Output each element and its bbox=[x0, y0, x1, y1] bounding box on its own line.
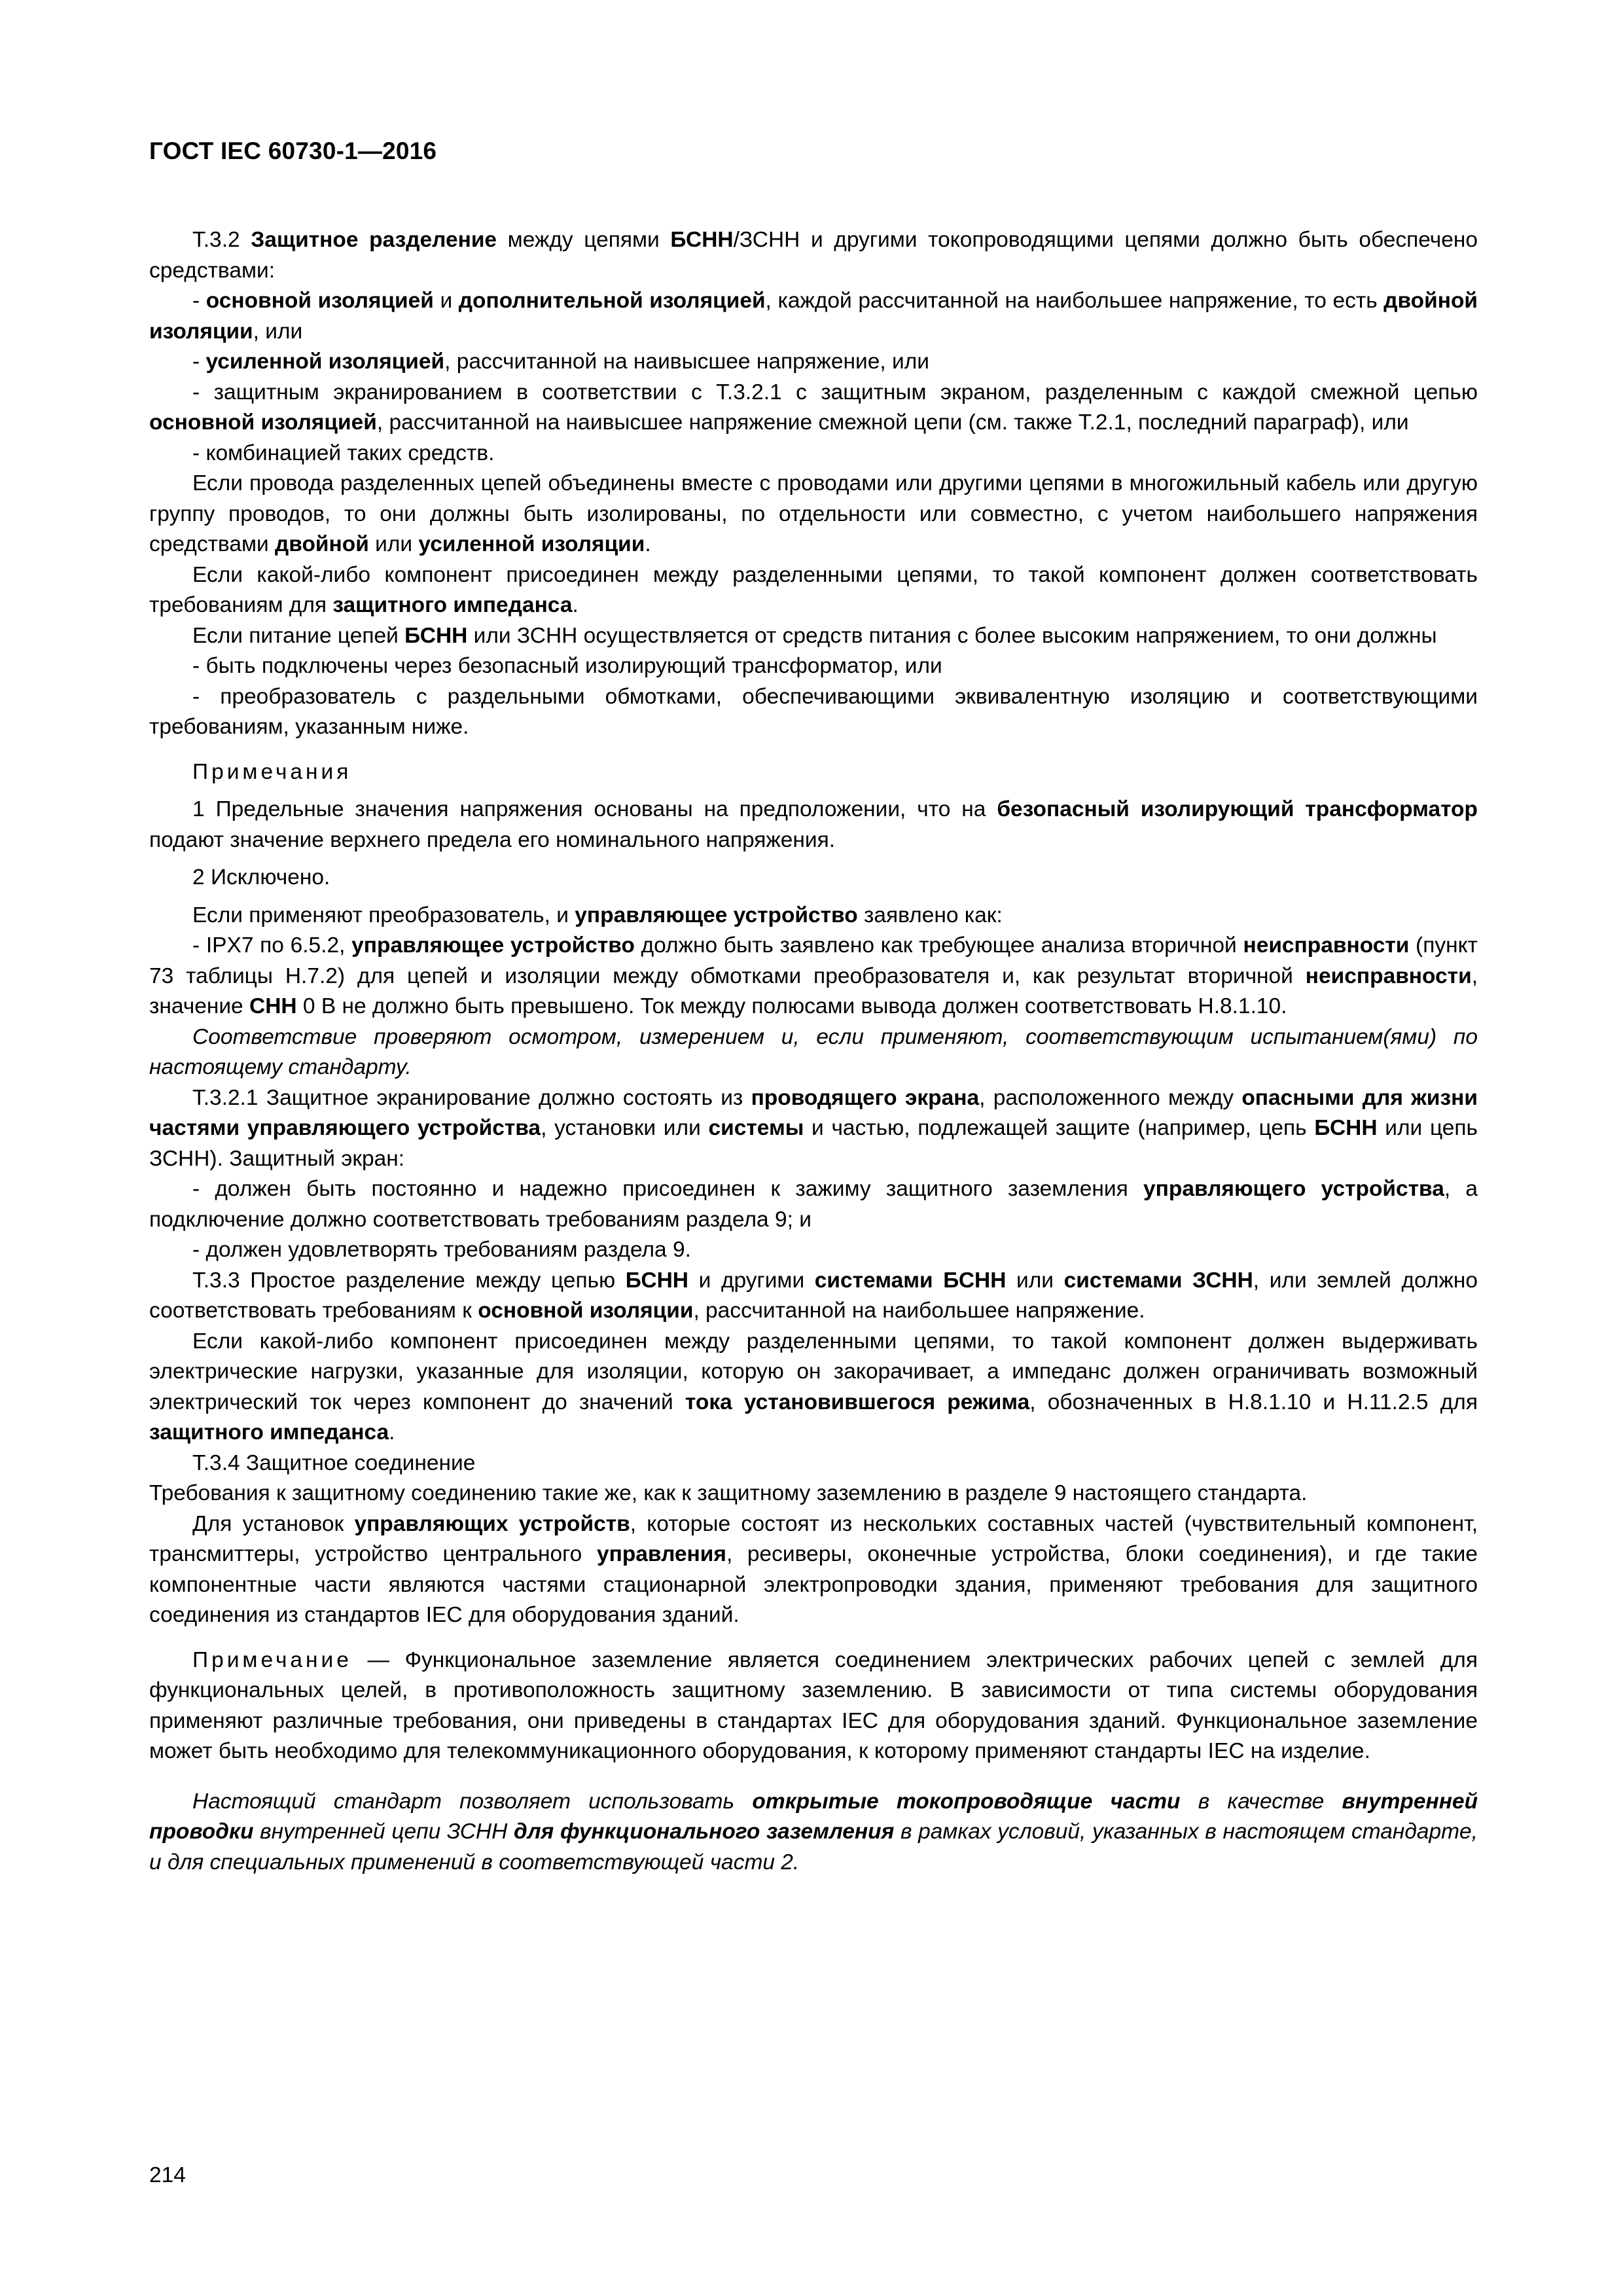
term-fault: неисправности bbox=[1305, 963, 1472, 988]
text: или цепь ЗСНН). Защитный экран: bbox=[149, 1116, 1478, 1171]
text: , обозначенных в Н.8.1.10 и Н.11.2.5 для bbox=[1029, 1390, 1478, 1414]
paragraph-t33 bbox=[149, 1266, 1478, 1327]
spacer bbox=[149, 893, 1478, 901]
term-supplementary-insulation: дополнительной изоляцией bbox=[458, 289, 766, 313]
spacer bbox=[149, 743, 1478, 757]
term-functional-earthing: для функционального заземления bbox=[514, 1820, 895, 1844]
term-belv: БСНН bbox=[625, 1268, 688, 1293]
term-fault: неисправности bbox=[1243, 933, 1410, 958]
term-reinforced-insulation: усиленной изоляции bbox=[418, 532, 645, 556]
paragraph-t321 bbox=[149, 1083, 1478, 1175]
text: или bbox=[1006, 1268, 1064, 1293]
text: заявлено как: bbox=[857, 903, 1003, 927]
text: подают значение верхнего предела его номинального напряжения. bbox=[149, 827, 836, 852]
notes-title: Примечания bbox=[192, 759, 352, 784]
text: Т.3.2.1 Защитное экранирование должно состоять из bbox=[192, 1085, 751, 1110]
term-protective-separation: Защитное разделение bbox=[251, 228, 497, 252]
list-item-reinforced-insulation bbox=[149, 347, 1478, 378]
text: , или bbox=[253, 319, 303, 344]
text: , или землей должно соответствовать требованиям к bbox=[149, 1268, 1478, 1323]
text: и другими bbox=[688, 1268, 815, 1293]
text: - IPX7 по 6.5.2, bbox=[192, 933, 352, 958]
text: Если провода разделенных цепей объединены вместе с проводами или другими цепями в многожильный кабель или другую группу проводов, то они должны быть изолированы, по отдельности или совместно, с учетом наибольшего напряжения средствами bbox=[149, 471, 1478, 556]
term-steady-state-current: тока установившегося режима bbox=[685, 1390, 1030, 1414]
spacer bbox=[149, 787, 1478, 795]
term-hazardous-live-parts: опасными для жизни частями управляющего устройства bbox=[149, 1085, 1478, 1140]
text: , рассчитанной на наивысшее напряжение, или bbox=[444, 350, 929, 374]
text: и bbox=[433, 289, 459, 313]
term-reinforced-insulation: усиленной изоляцией bbox=[205, 350, 445, 374]
list-item-converter: - преобразователь с раздельными обмотками, обеспечивающими эквивалентную изоляцию и соответствующими требованиям, указанным ниже. bbox=[149, 684, 1478, 739]
text: , ресиверы, оконечные устройства, блоки соединения), и где такие компонентные части являются частями стационарной электропроводки здания, применяют требования для защитного соединения из стандартов IEC для оборудования зданий. bbox=[149, 1542, 1478, 1627]
term-pelv-systems: системами ЗСНН bbox=[1063, 1268, 1253, 1293]
text: и частью, подлежащей защите (например, цепь bbox=[804, 1116, 1315, 1140]
list-item-basic-insulation bbox=[149, 286, 1478, 347]
text: (пункт 73 таблицы Н.7.2) для цепей и изоляции между обмотками преобразователя и, как результат вторичной bbox=[149, 933, 1478, 988]
term-exposed-conductive-parts: открытые токопроводящие части bbox=[752, 1789, 1181, 1814]
compliance-text: Соответствие проверяют осмотром, измерением и, если применяют, соответствующим испытанием(ями) по настоящему стандарту. bbox=[149, 1024, 1478, 1079]
spacer bbox=[149, 1767, 1478, 1787]
text: должно быть заявлено как требующее анализа вторичной bbox=[634, 933, 1243, 958]
text: 0 В не должно быть превышено. Ток между полюсами вывода должен соответствовать Н.8.1.10. bbox=[296, 994, 1287, 1018]
text: в рамках условий, указанных в настоящем стандарте, и для специальных применений в соответствующей части 2. bbox=[149, 1820, 1478, 1874]
text: , рассчитанной на наивысшее напряжение смежной цепи (см. также Т.2.1, последний параграф), или bbox=[376, 410, 1409, 435]
text: . bbox=[572, 593, 579, 617]
term-double-insulation: двойной изоляции bbox=[149, 289, 1478, 344]
page-content bbox=[149, 137, 1478, 1878]
text: Настоящий стандарт позволяет использовать bbox=[192, 1789, 753, 1814]
text: , значение bbox=[149, 963, 1478, 1018]
text: - защитным экранированием в соответствии с Т.3.2.1 с защитным экраном, разделенным с каждой смежной цепью bbox=[192, 380, 1478, 404]
text: — Функциональное заземление является соединением электрических рабочих цепей с землей для функциональных целей, в противоположность защитному заземлению. В зависимости от типа системы оборудования применяют различные требования, они приведены в стандартах IEC для оборудования зданий. Функциональное заземление может быть необходимо для телекоммуникационного оборудования, к которому применяют стандарты IEC на изделие. bbox=[149, 1647, 1478, 1763]
term-control-device: управляющего устройства bbox=[1143, 1177, 1444, 1201]
spacer bbox=[149, 855, 1478, 863]
paragraph-protective-bonding: Требования к защитному соединению такие же, как к защитному заземлению в разделе 9 настоящего стандарта. bbox=[149, 1481, 1308, 1505]
clause-number: Т.3.2 bbox=[192, 228, 251, 252]
list-item-earth-terminal bbox=[149, 1174, 1478, 1235]
term-control: управляющее устройство bbox=[575, 903, 858, 927]
text: Если какой-либо компонент присоединен между разделенными цепями, то такой компонент должен выдерживать электрические нагрузки, указанные для изоляции, которую он закорачивает, а импеданс должен ограничивать возможный электрический ток через компонент до значений bbox=[149, 1329, 1478, 1414]
spacer bbox=[149, 1631, 1478, 1645]
text: , рассчитанной на наибольшее напряжение. bbox=[693, 1299, 1145, 1323]
term-belv-systems: системами БСНН bbox=[814, 1268, 1007, 1293]
document-body bbox=[149, 225, 1478, 1878]
document-header: ГОСТ IEC 60730-1—2016 bbox=[149, 137, 437, 164]
note-1 bbox=[149, 795, 1478, 855]
list-item-safety-transformer: - быть подключены через безопасный изолирующий трансформатор, или bbox=[192, 654, 942, 678]
paragraph-component-impedance bbox=[149, 560, 1478, 621]
note-3 bbox=[149, 1645, 1478, 1767]
term-system: системы bbox=[708, 1116, 804, 1140]
term-safety-isolating-transformer: безопасный изолирующий трансформатор bbox=[997, 797, 1478, 821]
term-basic-insulation: основной изоляцией bbox=[205, 289, 434, 313]
term-basic-insulation: основной изоляцией bbox=[149, 410, 377, 435]
paragraph-converter-control bbox=[149, 901, 1478, 931]
term-conductive-screen: проводящего экрана bbox=[751, 1085, 980, 1110]
term-elv: СНН bbox=[249, 994, 297, 1018]
term-belv: БСНН bbox=[1314, 1116, 1378, 1140]
paragraph-supply bbox=[149, 621, 1478, 652]
list-item-clause9: - должен удовлетворять требованиям раздела 9. bbox=[192, 1238, 691, 1262]
paragraph-t32 bbox=[149, 225, 1478, 286]
text: . bbox=[645, 532, 651, 556]
text: , каждой рассчитанной на наибольшее напряжение, то есть bbox=[765, 289, 1384, 313]
term-internal-wiring: внутренней проводки bbox=[149, 1789, 1478, 1844]
text: - должен быть постоянно и надежно присоединен к зажиму защитного заземления bbox=[192, 1177, 1143, 1201]
text: Если какой-либо компонент присоединен между разделенными цепями, то такой компонент должен соответствовать требованиям для bbox=[149, 562, 1478, 617]
list-item-protective-screening bbox=[149, 378, 1478, 439]
text: между цепями bbox=[497, 228, 671, 252]
text: Для установок bbox=[192, 1511, 355, 1536]
text: Если питание цепей bbox=[192, 623, 405, 648]
heading-t34: Т.3.4 Защитное соединение bbox=[192, 1450, 476, 1475]
term-protective-impedance: защитного импеданса bbox=[332, 593, 573, 617]
term-belv: БСНН bbox=[670, 228, 734, 252]
note-2: 2 Исключено. bbox=[192, 865, 330, 889]
text: . bbox=[389, 1420, 395, 1444]
text: внутренней цепи ЗСНН bbox=[253, 1820, 514, 1844]
page-number: 214 bbox=[149, 2163, 186, 2187]
term-control: управляющее устройство bbox=[351, 933, 635, 958]
note-label: Примечание bbox=[192, 1647, 352, 1672]
text: , которые состоят из нескольких составных частей (чувствительный компонент, трансмиттеры, устройство центрального bbox=[149, 1511, 1478, 1566]
text: , расположенного между bbox=[979, 1085, 1242, 1110]
term-protective-impedance: защитного импеданса bbox=[149, 1420, 389, 1444]
paragraph-compliance-check bbox=[149, 1022, 1478, 1083]
paragraph-standard-permits bbox=[149, 1787, 1478, 1878]
term-control: управления bbox=[596, 1542, 726, 1566]
list-item-ipx7 bbox=[149, 931, 1478, 1022]
paragraph-installations bbox=[149, 1509, 1478, 1631]
paragraph-component-loads bbox=[149, 1327, 1478, 1448]
dash: - bbox=[192, 289, 206, 313]
term-belv: БСНН bbox=[404, 623, 468, 648]
term-double: двойной bbox=[275, 532, 369, 556]
text: , а подключение должно соответствовать требованиям раздела 9; и bbox=[149, 1177, 1478, 1232]
text: Если применяют преобразователь, и bbox=[192, 903, 575, 927]
text: или bbox=[368, 532, 419, 556]
term-basic-insulation: основной изоляции bbox=[478, 1299, 694, 1323]
text: в качестве bbox=[1180, 1789, 1342, 1814]
text: Т.3.3 Простое разделение между цепью bbox=[192, 1268, 626, 1293]
paragraph-multicore-cable bbox=[149, 469, 1478, 560]
text: /ЗСНН и другими токопроводящими цепями должно быть обеспечено средствами: bbox=[149, 228, 1478, 283]
term-controls: управляющих устройств bbox=[354, 1511, 630, 1536]
text: 1 Предельные значения напряжения основаны на предположении, что на bbox=[192, 797, 997, 821]
text: , установки или bbox=[541, 1116, 709, 1140]
text: или ЗСНН осуществляется от средств питания с более высоким напряжением, то они должны bbox=[467, 623, 1437, 648]
dash: - bbox=[192, 350, 206, 374]
list-item-combination: - комбинацией таких средств. bbox=[192, 440, 495, 465]
